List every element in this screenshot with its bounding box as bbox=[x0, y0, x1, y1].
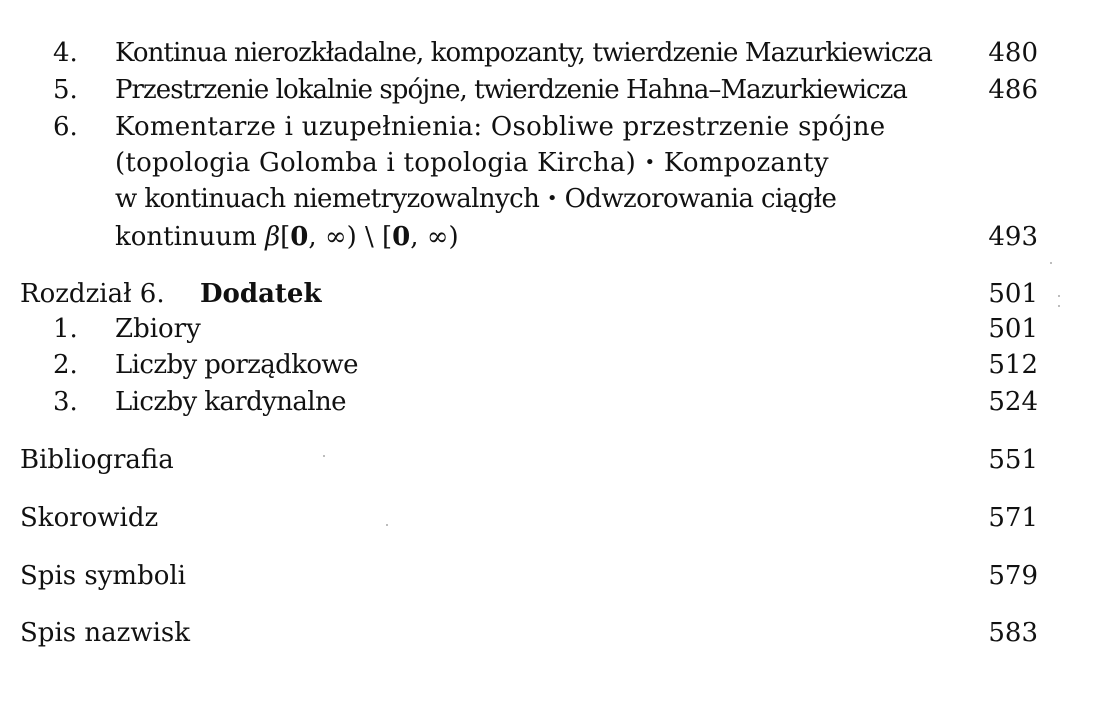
section-title: Kontinua nierozkładalne, kompozanty, twierdzenie Mazurkiewicza bbox=[115, 38, 932, 68]
page-number: 583 bbox=[988, 618, 1038, 648]
section-title: Przestrzenie lokalnie spójne, twierdzenie Hahna–Mazurkiewicza bbox=[115, 75, 907, 105]
page-number: 579 bbox=[988, 561, 1038, 591]
page-number: 486 bbox=[988, 75, 1038, 105]
back-matter-title: Spis symboli bbox=[20, 561, 186, 591]
section-title-line-2: (topologia Golomba i topologia Kircha) • Kompozanty bbox=[115, 148, 829, 178]
math-beta: β bbox=[265, 222, 281, 252]
section-number: 4. bbox=[53, 38, 78, 68]
page-number: 551 bbox=[988, 445, 1038, 475]
page-number: 480 bbox=[988, 38, 1038, 68]
section-title-line-3: w kontinuach niemetryzowalnych • Odwzorowania ciągłe bbox=[115, 184, 837, 214]
back-matter-title: Bibliografia bbox=[20, 445, 174, 475]
bullet-icon: • bbox=[644, 152, 656, 173]
scan-speck bbox=[323, 455, 325, 457]
bullet-icon: • bbox=[546, 188, 557, 209]
scan-speck bbox=[386, 524, 388, 526]
section-number: 1. bbox=[53, 314, 78, 344]
chapter-title: Dodatek bbox=[200, 279, 322, 309]
page-number: 524 bbox=[988, 387, 1038, 417]
scan-speck bbox=[1050, 262, 1052, 264]
page-number: 501 bbox=[988, 279, 1038, 309]
scan-speck bbox=[1058, 305, 1060, 307]
page-number: 501 bbox=[988, 314, 1038, 344]
chapter-label: Rozdział 6. bbox=[20, 279, 165, 309]
section-number: 6. bbox=[53, 112, 78, 142]
back-matter-title: Skorowidz bbox=[20, 503, 159, 533]
page-number: 512 bbox=[988, 350, 1038, 380]
section-number: 2. bbox=[53, 350, 78, 380]
section-title: Zbiory bbox=[115, 314, 201, 344]
scan-speck bbox=[1058, 295, 1060, 297]
section-title-line-4: kontinuum β[0, ∞) \ [0, ∞) bbox=[115, 222, 459, 252]
page-number: 493 bbox=[988, 222, 1038, 252]
back-matter-title: Spis nazwisk bbox=[20, 618, 190, 648]
section-title: Liczby kardynalne bbox=[115, 387, 346, 417]
section-number: 3. bbox=[53, 387, 78, 417]
section-title: Liczby porządkowe bbox=[115, 350, 358, 380]
section-title-line-1: Komentarze i uzupełnienia: Osobliwe przestrzenie spójne bbox=[115, 112, 886, 142]
page-number: 571 bbox=[988, 503, 1038, 533]
section-number: 5. bbox=[53, 75, 78, 105]
